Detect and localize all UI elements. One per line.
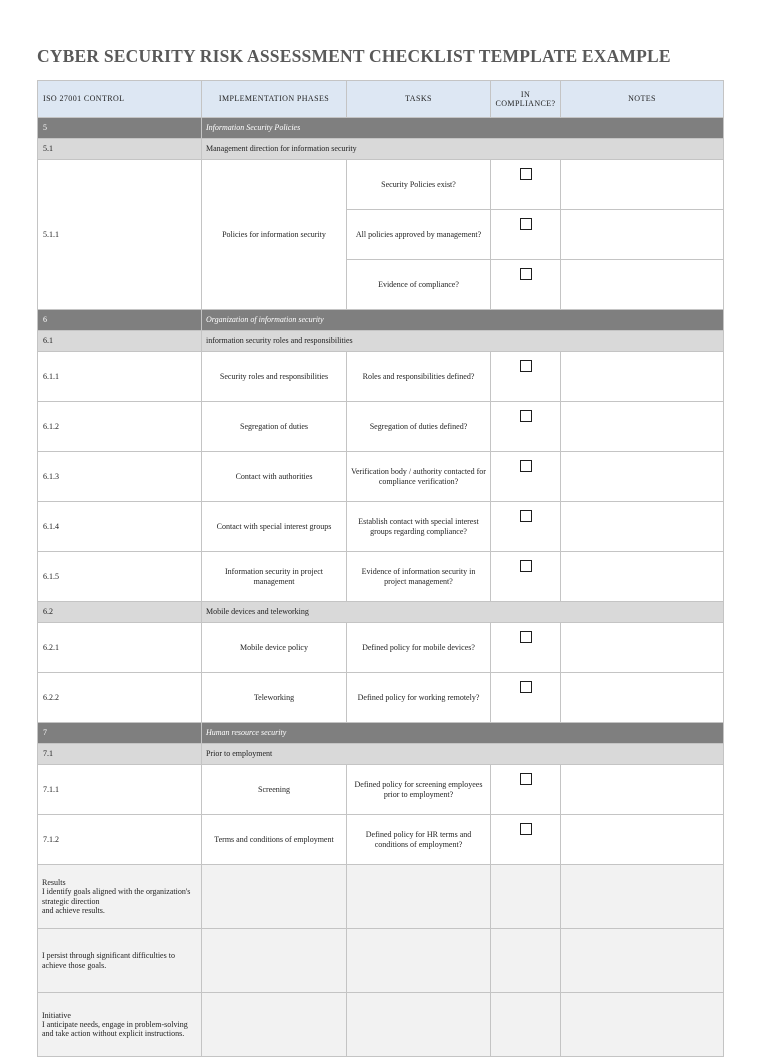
task-cell: Defined policy for screening employees prior to employment?	[347, 765, 491, 815]
notes-cell[interactable]	[561, 352, 724, 402]
task-cell: Security Policies exist?	[347, 160, 491, 210]
section-number: 6	[38, 310, 202, 331]
assessment-row	[38, 865, 724, 929]
compliance-checkbox[interactable]	[520, 410, 532, 422]
assessment-line: I anticipate needs, engage in problem-solving	[42, 1019, 188, 1029]
assessment-cell[interactable]	[561, 865, 724, 929]
assessment-cell[interactable]	[202, 865, 347, 929]
compliance-cell	[491, 210, 561, 260]
table-row	[38, 815, 724, 865]
subsection-number: 5.1	[38, 139, 202, 160]
phase-cell: Mobile device policy	[202, 623, 347, 673]
assessment-line: Results	[42, 878, 66, 888]
subsection-title: Mobile devices and teleworking	[202, 602, 724, 623]
assessment-line: I identify goals aligned with the organization's strategic direction	[42, 887, 191, 906]
compliance-cell	[491, 673, 561, 723]
assessment-cell[interactable]	[561, 929, 724, 993]
section-row	[38, 310, 724, 331]
table-row	[38, 352, 724, 402]
notes-cell[interactable]	[561, 210, 724, 260]
table-row	[38, 623, 724, 673]
compliance-checkbox[interactable]	[520, 218, 532, 230]
assessment-cell[interactable]	[347, 865, 491, 929]
task-cell: Evidence of information security in project management?	[347, 552, 491, 602]
compliance-cell	[491, 452, 561, 502]
table-row	[38, 402, 724, 452]
assessment-line: and take action without explicit instructions.	[42, 1029, 185, 1039]
compliance-checkbox[interactable]	[520, 681, 532, 693]
table-row	[38, 765, 724, 815]
subsection-title: Prior to employment	[202, 744, 724, 765]
compliance-checkbox[interactable]	[520, 168, 532, 180]
compliance-checkbox[interactable]	[520, 460, 532, 472]
section-row	[38, 723, 724, 744]
subsection-row	[38, 139, 724, 160]
compliance-checkbox[interactable]	[520, 268, 532, 280]
assessment-line: I persist through significant difficulties to achieve those goals.	[42, 951, 175, 970]
control-number: 7.1.1	[38, 765, 202, 815]
phase-cell: Screening	[202, 765, 347, 815]
assessment-cell[interactable]	[561, 993, 724, 1057]
control-number: 6.1.5	[38, 552, 202, 602]
compliance-checkbox[interactable]	[520, 560, 532, 572]
phase-cell: Contact with authorities	[202, 452, 347, 502]
subsection-row	[38, 744, 724, 765]
task-cell: All policies approved by management?	[347, 210, 491, 260]
phase-cell: Information security in project management	[202, 552, 347, 602]
control-number: 6.1.4	[38, 502, 202, 552]
assessment-cell[interactable]	[491, 865, 561, 929]
table-row	[38, 502, 724, 552]
assessment-cell[interactable]	[491, 929, 561, 993]
assessment-cell[interactable]	[202, 993, 347, 1057]
compliance-cell	[491, 502, 561, 552]
section-title: Human resource security	[202, 723, 724, 744]
header-tasks: TASKS	[347, 81, 491, 118]
compliance-checkbox[interactable]	[520, 773, 532, 785]
compliance-cell	[491, 260, 561, 310]
phase-cell: Teleworking	[202, 673, 347, 723]
assessment-cell[interactable]	[347, 929, 491, 993]
task-cell: Evidence of compliance?	[347, 260, 491, 310]
control-number: 6.1.2	[38, 402, 202, 452]
compliance-cell	[491, 815, 561, 865]
compliance-cell	[491, 552, 561, 602]
compliance-cell	[491, 765, 561, 815]
section-number: 5	[38, 118, 202, 139]
section-number: 7	[38, 723, 202, 744]
control-number: 7.1.2	[38, 815, 202, 865]
phase-cell: Security roles and responsibilities	[202, 352, 347, 402]
subsection-row	[38, 331, 724, 352]
table-row	[38, 552, 724, 602]
phase-cell: Contact with special interest groups	[202, 502, 347, 552]
compliance-cell	[491, 402, 561, 452]
assessment-cell[interactable]	[491, 993, 561, 1057]
table-row	[38, 452, 724, 502]
compliance-cell	[491, 352, 561, 402]
task-cell: Defined policy for HR terms and conditions of employment?	[347, 815, 491, 865]
control-number: 6.2.2	[38, 673, 202, 723]
task-cell: Defined policy for working remotely?	[347, 673, 491, 723]
task-cell: Segregation of duties defined?	[347, 402, 491, 452]
subsection-title: Management direction for information security	[202, 139, 724, 160]
control-number: 6.1.3	[38, 452, 202, 502]
assessment-text	[38, 929, 202, 993]
assessment-cell[interactable]	[347, 993, 491, 1057]
subsection-number: 6.1	[38, 331, 202, 352]
page-title: CYBER SECURITY RISK ASSESSMENT CHECKLIST TEMPLATE EXAMPLE	[37, 46, 671, 66]
task-cell: Establish contact with special interest groups regarding compliance?	[347, 502, 491, 552]
notes-cell[interactable]	[561, 623, 724, 673]
task-cell: Defined policy for mobile devices?	[347, 623, 491, 673]
assessment-text	[38, 865, 202, 929]
notes-cell[interactable]	[561, 673, 724, 723]
header-compliance: IN COMPLIANCE?	[491, 81, 561, 118]
section-row	[38, 118, 724, 139]
notes-cell[interactable]	[561, 452, 724, 502]
assessment-row	[38, 929, 724, 993]
task-cell: Roles and responsibilities defined?	[347, 352, 491, 402]
control-number: 6.1.1	[38, 352, 202, 402]
notes-cell[interactable]	[561, 160, 724, 210]
table-row	[38, 160, 724, 210]
notes-cell[interactable]	[561, 402, 724, 452]
header-notes: NOTES	[561, 81, 724, 118]
section-title: Organization of information security	[202, 310, 724, 331]
subsection-row	[38, 602, 724, 623]
checklist-table	[37, 80, 724, 1057]
control-number: 5.1.1	[38, 160, 202, 310]
notes-cell[interactable]	[561, 260, 724, 310]
notes-cell[interactable]	[561, 815, 724, 865]
subsection-number: 6.2	[38, 602, 202, 623]
phase-cell: Segregation of duties	[202, 402, 347, 452]
phase-cell: Policies for information security	[202, 160, 347, 310]
subsection-title: information security roles and responsibilities	[202, 331, 724, 352]
subsection-number: 7.1	[38, 744, 202, 765]
header-row	[38, 81, 724, 118]
table-row	[38, 673, 724, 723]
section-title: Information Security Policies	[202, 118, 724, 139]
assessment-cell[interactable]	[202, 929, 347, 993]
assessment-text	[38, 993, 202, 1057]
compliance-checkbox[interactable]	[520, 823, 532, 835]
notes-cell[interactable]	[561, 552, 724, 602]
assessment-row	[38, 993, 724, 1057]
header-control: ISO 27001 CONTROL	[38, 81, 202, 118]
compliance-cell	[491, 623, 561, 673]
notes-cell[interactable]	[561, 765, 724, 815]
assessment-line: and achieve results.	[42, 905, 105, 915]
control-number: 6.2.1	[38, 623, 202, 673]
compliance-checkbox[interactable]	[520, 360, 532, 372]
header-phases: IMPLEMENTATION PHASES	[202, 81, 347, 118]
compliance-checkbox[interactable]	[520, 631, 532, 643]
compliance-cell	[491, 160, 561, 210]
assessment-line: Initiative	[42, 1010, 71, 1020]
task-cell: Verification body / authority contacted for compliance verification?	[347, 452, 491, 502]
phase-cell: Terms and conditions of employment	[202, 815, 347, 865]
compliance-checkbox[interactable]	[520, 510, 532, 522]
notes-cell[interactable]	[561, 502, 724, 552]
